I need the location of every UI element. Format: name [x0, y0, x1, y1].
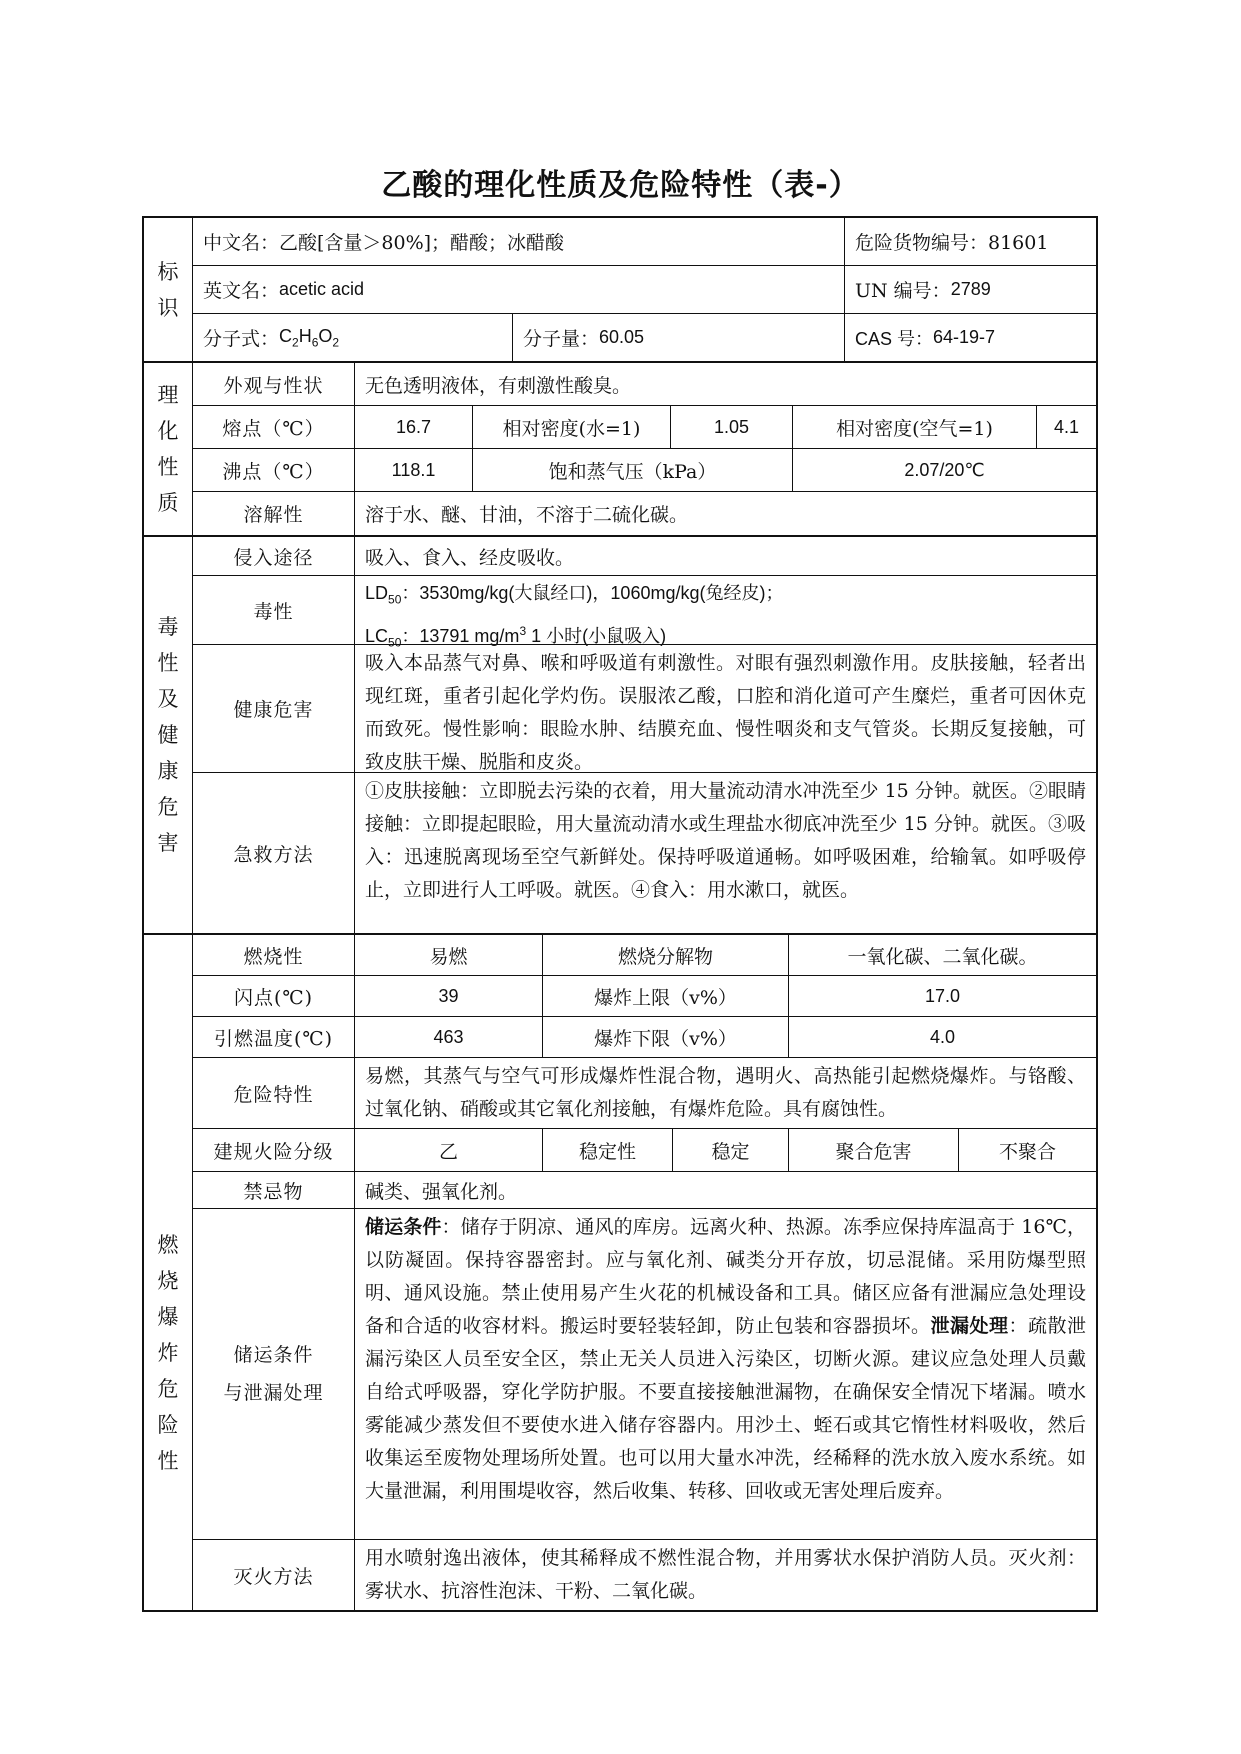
- solubility-value: 溶于水、醚、甘油，不溶于二硫化碳。: [365, 504, 689, 526]
- decomp-value: 一氧化碳、二氧化碳。: [847, 945, 1038, 968]
- fire-side-label: 燃烧爆炸危险性: [144, 935, 193, 1610]
- appearance-label: 外观与性状: [193, 363, 355, 405]
- appearance-value: 无色透明液体，有刺激性酸臭。: [365, 374, 632, 397]
- cn-name-cell: 中文名：乙酸[含量＞80%]；醋酸；冰醋酸: [193, 218, 845, 265]
- toxicity-section: [142, 537, 1098, 935]
- storage-label: 储运条件 与泄漏处理: [193, 1209, 355, 1539]
- toxicity-side-label: 毒性及健康危害: [144, 537, 193, 933]
- flash-label: 闪点(℃): [193, 976, 355, 1016]
- bp-value: 118.1: [355, 449, 473, 491]
- mp-label: 熔点（℃）: [193, 406, 355, 448]
- polymer-label: 聚合危害: [789, 1129, 959, 1171]
- decomp-label: 燃烧分解物: [543, 935, 789, 975]
- en-name-cell: 英文名： acetic acid: [193, 266, 845, 313]
- ignition-value: 463: [355, 1017, 543, 1057]
- identification-section: [142, 216, 1098, 363]
- firstaid-value: ①皮肤接触：立即脱去污染的衣着，用大量流动清水冲洗至少 15 分钟。就医。②眼睛接触：立即提起眼睑，用大量流动清水或生理盐水彻底冲洗至少 15 分钟。就医。③吸入：迅速脱离现场至空气新鲜处。保持呼吸道通畅。如呼吸困难，给输氧。如呼吸停止，立即进行人工呼吸。就医。④食入：用水漱口，就医。: [365, 780, 1086, 901]
- stability-label: 稳定性: [543, 1129, 673, 1171]
- cas-cell: CAS 号： 64-19-7: [855, 327, 996, 349]
- vp-value: 2.07/20℃: [904, 459, 985, 480]
- property-table: [142, 216, 1098, 1612]
- vp-label: 饱和蒸气压（kPa）: [473, 449, 793, 491]
- toxicity-value: $LD_{50}$：3530mg/kg(大鼠经口)，1060mg/kg(兔经皮)； $LC_{50}$：13791 $mg/m^3$ 1 小时(小鼠吸入): [365, 583, 784, 650]
- hazard-no-cell: 危险货物编号：81601: [855, 232, 1049, 254]
- ignition-label: 引燃温度(℃): [193, 1017, 355, 1057]
- class-label: 建规火险分级: [193, 1129, 355, 1171]
- solubility-label: 溶解性: [193, 492, 355, 535]
- bp-label: 沸点（℃）: [193, 449, 355, 491]
- flash-value: 39: [355, 976, 543, 1016]
- lel-label: 爆炸下限（v%）: [543, 1017, 789, 1057]
- physchem-section: [142, 363, 1098, 537]
- hazard-value: 易燃，其蒸气与空气可形成爆炸性混合物，遇明火、高热能引起燃烧爆炸。与铬酸、过氧化钠、硝酸或其它氧化剂接触，有爆炸危险。具有腐蚀性。: [365, 1065, 1086, 1120]
- rd-air-value: 4.1: [1053, 416, 1080, 437]
- physchem-side-label: 理化性质: [144, 363, 193, 535]
- toxicity-label: 毒性: [193, 576, 355, 644]
- storage-value: 储运条件：储存于阴凉、通风的库房。远离火种、热源。冻季应保持库温高于 16℃，以防凝固。保持容器密封。应与氧化剂、碱类分开存放，切忌混储。采用防爆型照明、通风设施。禁止使用易产生火花的机械设备和工具。储区应备有泄漏应急处理设备和合适的收容材料。搬运时要轻装轻卸，防止包装和容器损坏。泄漏处理：疏散泄漏污染区人员至安全区，禁止无关人员进入污染区，切断火源。建议应急处理人员戴自给式呼吸器，穿化学防护服。不要直接接触泄漏物，在确保安全情况下堵漏。喷水雾能减少蒸发但不要使水进入储存容器内。用沙土、蛭石或其它惰性材料吸收，然后收集运至废物处理场所处置。也可以用大量水冲洗，经稀释的洗水放入废水系统。如大量泄漏，利用围堤收容，然后收集、转移、回收或无害处理后废弃。: [365, 1216, 1086, 1502]
- combust-value: 易燃: [355, 935, 543, 975]
- uel-label: 爆炸上限（v%）: [543, 976, 789, 1016]
- page-title: 乙酸的理化性质及危险特性（表-）: [381, 168, 860, 203]
- fire-section: [142, 935, 1098, 1612]
- un-no-cell: UN 编号： 2789: [855, 279, 991, 302]
- rd-air-label: 相对密度(空气=1): [793, 406, 1037, 448]
- formula-cell: 分子式： $C_2H_6O_2$: [193, 314, 513, 361]
- health-label: 健康危害: [193, 645, 355, 772]
- firstaid-label: 急救方法: [193, 773, 355, 933]
- stability-value: 稳定: [673, 1129, 789, 1171]
- combust-label: 燃烧性: [193, 935, 355, 975]
- polymer-value: 不聚合: [998, 1140, 1056, 1163]
- extinguish-value: 用水喷射逸出液体，使其稀释成不燃性混合物，并用雾状水保护消防人员。灭火剂：雾状水、抗溶性泡沫、干粉、二氧化碳。: [365, 1547, 1086, 1602]
- class-value: 乙: [355, 1129, 543, 1171]
- identification-side-label: 标识: [144, 218, 193, 361]
- route-label: 侵入途径: [193, 537, 355, 575]
- health-value: 吸入本品蒸气对鼻、喉和呼吸道有刺激性。对眼有强烈刺激作用。皮肤接触，轻者出现红斑，重者引起化学灼伤。误服浓乙酸，口腔和消化道可产生糜烂，重者可因休克而致死。慢性影响：眼睑水肿、结膜充血、慢性咽炎和支气管炎。长期反复接触，可致皮肤干燥、脱脂和皮炎。: [365, 652, 1086, 773]
- mw-cell: 分子量： 60.05: [513, 314, 845, 361]
- incompat-label: 禁忌物: [193, 1172, 355, 1208]
- extinguish-label: 灭火方法: [193, 1540, 355, 1610]
- mp-value: 16.7: [355, 406, 473, 448]
- lel-value: 4.0: [929, 1026, 956, 1047]
- uel-value: 17.0: [924, 985, 961, 1006]
- incompat-value: 碱类、强氧化剂。: [365, 1180, 518, 1203]
- rd-water-label: 相对密度(水=1): [473, 406, 671, 448]
- rd-water-value: 1.05: [671, 406, 793, 448]
- hazard-label: 危险特性: [193, 1058, 355, 1128]
- route-value: 吸入、食入、经皮吸收。: [365, 546, 575, 569]
